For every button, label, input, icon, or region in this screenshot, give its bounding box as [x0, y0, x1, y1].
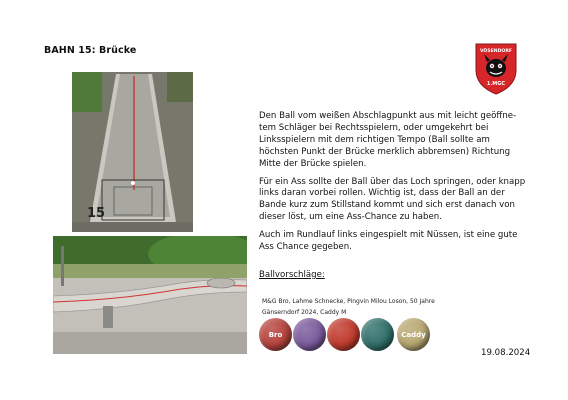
document-date: 19.08.2024: [481, 348, 531, 358]
svg-text:1.MGC: 1.MGC: [486, 81, 506, 87]
ball-image: [293, 318, 326, 351]
ball-image: [361, 318, 394, 351]
description-paragraph: Für ein Ass sollte der Ball über das Loch springen, oder knapp links daran vorbei rollen. Wichtig ist, dass der Ball an der Bande kurz zum Stillstand kommt und sich erst danach von dieser löst, um eine Ass-Chance zu haben.: [259, 176, 526, 223]
ball-names-line: M&G Bro, Lahme Schnecke, Pingvin Milou Loson, 50 Jahre: [262, 298, 435, 305]
club-logo: [472, 40, 520, 96]
ball-suggestions-heading: Ballvorschläge:: [259, 270, 325, 280]
lane-number: 15: [87, 206, 106, 221]
lane-photo-bottom: [53, 236, 247, 354]
page-title: BAHN 15: Brücke: [44, 45, 137, 56]
ball-suggestions-list: [262, 296, 492, 318]
ball-image: [327, 318, 360, 351]
ball-image: [397, 318, 430, 351]
ball-label: Caddy: [401, 330, 426, 339]
description-paragraph: Auch im Rundlauf links eingespielt mit Nüssen, ist eine gute Ass Chance gegeben.: [259, 230, 518, 253]
ball-names-line: Gänserndorf 2024, Caddy M: [262, 309, 347, 316]
ball-label: Bro: [268, 330, 283, 339]
description-paragraph: Den Ball vom weißen Abschlagpunkt aus mit leicht geöffne-tem Schläger bei Rechtsspielern, oder umgekehrt bei Linksspielern mit dem richtigen Tempo (Ball sollte am höchsten Punkt der Brücke merklich abbremsen) Richtung Mitte der Brücke spielen.: [259, 111, 517, 169]
ball-image: [259, 318, 292, 351]
lane-photo-top: [72, 72, 193, 232]
description: [259, 111, 531, 260]
svg-text:VÖSENDORF: VÖSENDORF: [479, 49, 513, 54]
